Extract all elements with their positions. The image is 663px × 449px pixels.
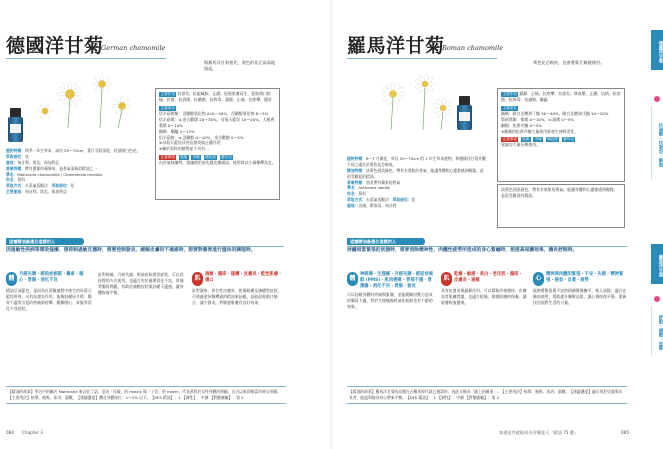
- page-number: 084: [6, 430, 14, 435]
- component-line: 倍半萜醇：α-沒藥醇 0～10%，金合歡醇 0～5%: [159, 134, 244, 140]
- meta-key: 學名：: [347, 185, 359, 191]
- caution-chip: 妊娠: [522, 137, 530, 142]
- meta-key: 植物特徵：: [347, 156, 366, 161]
- component-note: 淡黃色到淡綠色，帶有水果般的香氣，能讓身體和心靈都感到輕鬆，是很受歡迎的精油。: [501, 187, 618, 198]
- section-rule: [347, 246, 627, 247]
- meta-value: 甜美帶有蘋果的香氣: [365, 179, 401, 185]
- page-title-roman-chamomile: 羅馬洋甘菊: [347, 35, 445, 57]
- component-line: ※屬於菊科的植物並不具有…: [159, 146, 209, 152]
- caution-chip: 哺乳期: [547, 137, 558, 142]
- cautions-tag: 注意事項: [502, 137, 517, 142]
- meta-key: 科名：: [347, 191, 359, 197]
- meta-key: 香氣特徵：: [6, 165, 25, 171]
- cautions-text: 由於氣味獨特，建議使用前先做皮膚測試，使用時以少量稀釋為宜。: [159, 160, 276, 166]
- info-box-extra: [497, 184, 625, 228]
- essential-oil-bottle: [457, 96, 472, 130]
- section-summary: 持續相當緊張的狀態時，想要消除精神性、肉體性疲勞所造成的身心緊繃時，想提高保護效果、擁有舒眠時。: [347, 248, 578, 253]
- cautions-text: 建議勿大量長期使用。: [501, 142, 540, 148]
- german-chamomile-flower-image: [30, 66, 150, 128]
- plant-meta: [347, 156, 487, 209]
- meta-value: 花: [24, 153, 29, 159]
- effect-text: 精油呈深藍色，是因為在蒸餾過程中產生的母菊天藍烴所致，具有抗發炎作用，能夠舒緩因月經、腸胃不適等引起的疼痛與痙攣，緩解噁心、胃脹等消化不良症狀。: [6, 288, 92, 312]
- meta-value: 淡黃色到淡綠色，帶有水果般的香氣，能讓身體和心靈都感到輕鬆，是很受歡迎的精油。: [347, 167, 484, 179]
- meta-value: Matricaria chamomilla / Chamomilla recutita: [17, 171, 102, 177]
- meta-key: 萃取方式：: [6, 183, 25, 189]
- meta-value: 菊科: [17, 177, 25, 183]
- caution-chip: 嬰幼兒: [221, 154, 232, 159]
- effect-title: 乾燥・敏感・美白・老化肌・濕疹・皮膚炎・過敏: [454, 272, 523, 284]
- mind-badge: 心: [533, 272, 544, 286]
- meta-key: 萃取方式：: [347, 197, 366, 203]
- caution-chip: 過敏: [180, 154, 188, 159]
- flower-dot-icon: [654, 96, 660, 102]
- meta-key: 植物特徵：: [6, 148, 25, 153]
- effect-block: [347, 272, 435, 310]
- body-badge: 體: [6, 272, 17, 286]
- page-title-german-chamomile: 德國洋甘菊: [6, 35, 104, 57]
- caution-chip: 孕婦: [192, 154, 200, 159]
- section-heading: 這種精油最適合這樣的人: [347, 238, 425, 245]
- body-badge: 體: [347, 272, 358, 286]
- meta-value: 帶有濃郁的蘋果味，是香氣清新的精油之一: [24, 165, 98, 171]
- meta-value: Anthemis nobilis: [358, 185, 390, 191]
- component-line: 單萜烯類：樟烯 0～10%，α-蒎烯 0～5%: [501, 117, 574, 122]
- page-subtitle-german-chamomile: German chamomile: [101, 44, 166, 52]
- info-box: [497, 88, 625, 182]
- effects-tag: 主要作用: [160, 92, 175, 96]
- meta-key: 萃取部位：: [6, 153, 25, 159]
- info-box: [155, 88, 280, 200]
- meta-value: 法國、摩洛哥、匈牙利: [358, 203, 397, 208]
- chapter-label: Chapter 3: [22, 430, 43, 435]
- essential-oil-bottle: [8, 108, 23, 142]
- meta-key: 精油特徵：: [347, 167, 366, 173]
- left-page: [0, 0, 330, 449]
- effect-block: [192, 272, 284, 306]
- flower-dot-icon: [654, 296, 660, 302]
- effect-text: 針對經痛、月經失調、經前症候群等症狀，可以用按摩的方式使用。也適合用於處理消化不良、胃痛等腸胃問題，有助於減輕症狀與舒緩不適感，讓身體恢復平衡。: [98, 272, 184, 296]
- plant-meta: [6, 148, 146, 195]
- meta-value: 匈牙利、埃及、保加利亞: [17, 159, 60, 165]
- caution-chip: 嬰幼兒: [563, 137, 574, 142]
- effect-block: [6, 272, 92, 312]
- component-line: 酮類：松香芹酮 0～5%: [501, 122, 543, 128]
- effect-block: [533, 272, 627, 306]
- meta-key: 學名：: [6, 171, 18, 177]
- effects-text: 鎮靜、止痛、抗痙攣、抗發炎、降血壓、止癢、抗病、抗真菌、抗病毒、抗過敏、驅蟲: [501, 91, 621, 103]
- component-line: ※母菊天藍烴具有抗發炎與止癢作用: [159, 140, 221, 146]
- side-tab-relax[interactable]: 舒眠・減壓・放鬆: [651, 306, 663, 356]
- meta-key: 香氣特徵：: [347, 179, 366, 185]
- meta-key: 萃取部位：: [51, 183, 71, 189]
- cautions-tag: 注意事項: [160, 154, 175, 159]
- title-rule: [6, 58, 166, 59]
- side-tab-roman-chamomile[interactable]: 羅馬洋甘菊: [651, 244, 663, 284]
- meta-value: 花: [411, 197, 416, 203]
- section-summary: 因過敏性疾病等導致搔癢、想抑制過敏反應時，想要控制發炎、緩解皮膚的不適感時，想要對腸胃進行溫和的調理時。: [6, 248, 256, 253]
- side-tab-german-chamomile[interactable]: 德國洋甘菊: [651, 30, 663, 70]
- component-line: 倍半萜烯類：沒藥醇氧化物 A10～40%，沒藥醇氧化物 B～5%: [159, 111, 269, 117]
- meta-value: 匈牙利、埃及、保加利亞: [24, 189, 67, 195]
- component-line: 倍半萜烯：α-金合歡烯 20～30%，母菊天藍烴 10～20%，大根香葉烯 0～10%: [159, 117, 275, 128]
- effect-title: 過敏・濕疹・搔癢・皮膚炎・乾性肌膚・傷口: [205, 272, 283, 284]
- effects-text: 抗發炎、抗組織胺、止癢、促進肌膚再生、促進傷口結痂、抗菌、抗真菌、抗黴菌、抗病毒、鎮靜、止痛、抗痙攣、健胃: [159, 91, 272, 103]
- meta-value: 花: [70, 183, 75, 189]
- meta-key: 產地：: [347, 203, 359, 208]
- effect-title: 精神與肉體的緊張・不安・失眠・精神緊張・倦怠・自責・疲勞: [546, 272, 624, 284]
- meta-value: 6～7 月開花，草長 50～70cm 的 1 年生草本植物，和德國洋甘菊外觀不同之處在於黃色花芯較低。: [347, 156, 486, 167]
- effect-text: 針對濕疹、異位性皮膚炎、乾燥肌膚及搔癢等症狀，可透過塗抹稀釋過的精油來舒緩，並能促進傷口癒合、減少發炎，對敏感肌膚有良好效果。: [192, 288, 282, 306]
- component-line: 酯類：順醯 2～15%: [159, 128, 195, 134]
- side-index-tabs: [651, 0, 663, 449]
- title-rule: [347, 58, 497, 59]
- section-rule: [6, 246, 284, 247]
- meta-key: 萃取部位：: [392, 197, 412, 203]
- effect-block: [98, 272, 184, 296]
- chapter-label: 知道這些就能成為芳療達人「精油 75 選」: [499, 430, 579, 435]
- caution-chip: 孕婦: [534, 137, 542, 142]
- effect-text: 具有抗發炎與鎮靜作用，可以幫助改善濕疹、皮膚炎等肌膚問題，也適合乾燥、敏感肌膚的保養，讓肌膚恢復健康。: [441, 288, 527, 306]
- skin-badge: 肌: [441, 272, 452, 286]
- meta-value: 水蒸氣蒸餾法: [365, 197, 389, 203]
- flower-caption: 與羅馬洋甘菊相比，黃色的花芯高高地隆起。: [204, 60, 276, 71]
- flower-caption: 黃色花芯較低，也會將葉片無縫使用。: [533, 60, 605, 65]
- components-tag: 主要成分: [502, 105, 517, 110]
- essential-oil-story-note: 【精油的故事】學名中的屬名 Matricaria 來自拉丁語，意為「母親」的 matrix 與「子宮」的 mater，代表著對於女性身體的照顧，自古以來即被當作婦女用藥。【主要用法】按摩、嗅吸、沐浴、濕敷。【建議濃度】體及身體部位：1～2% 以下。【DFS 精油】：1 【調性】：中調 【對應脈輪】：第 2: [6, 386, 286, 404]
- page-subtitle-roman-chamomile: Roman chamomile: [442, 44, 504, 52]
- component-line: ※酯類的松香芹酮大量使用會產生神經毒性。: [501, 128, 579, 134]
- page-number: 085: [621, 430, 629, 435]
- meta-value: 菊科: [358, 191, 366, 197]
- effects-tag: 主要作用: [502, 92, 517, 96]
- caution-chip: 哺乳期: [205, 154, 216, 159]
- skin-badge: 肌: [192, 272, 203, 286]
- effect-text: 能夠將緊張與不安的情緒慢慢撫平，使人放鬆，適合在睡前使用，幫助提升睡眠品質，讓心情恢復平靜，重新找回面對生活的力量。: [533, 288, 627, 306]
- effect-title: 神經痛・生理痛・月經失調・經前症候群 (PMS)・肌肉痠痛・胃部不適・胃潰瘍・消化不良・胃脹・發炎: [360, 272, 434, 290]
- effect-title: 月經失調・經前症候群・暈車・噁心・胃脹・消化不良: [19, 272, 84, 284]
- meta-key: 科名：: [6, 177, 18, 183]
- meta-key: 產地：: [6, 159, 18, 165]
- effect-block: [441, 272, 527, 306]
- right-page: [333, 0, 663, 449]
- component-line: 酯類：歐白芷酸異丁酯 30～40%，歐白芷酸異戊酯 10～20%: [501, 111, 609, 117]
- effect-text: 可以舒緩身體的疼痛與緊繃，並能緩解因壓力造成的腸胃不適，對於生理痛與經前症候群也有不錯的效果。: [347, 292, 433, 310]
- side-tab-antiallergy[interactable]: 抗過敏・抗發炎・解脫: [651, 106, 663, 180]
- meta-key: 主要產地：: [6, 189, 25, 195]
- components-tag: 主要成分: [160, 105, 175, 110]
- section-heading: 這種精油最適合這樣的人: [6, 238, 84, 245]
- meta-value: 秋季一年生草本，高約 50～70cm，葉片羽狀深裂，枝頂開白色花。: [24, 148, 141, 153]
- essential-oil-story-note: 【精油的故事】羅馬洋甘菊的品種在古羅馬時代就已被栽培，因此又稱為「地上的蘋果」。【主要用法】按摩、嗅吸、沐浴、濕敷。【建議濃度】適合用於兒童與年長者，能溫和地為身心帶來平衡。【DFS 精油】：1 【調性】：中調 【對應脈輪】：第 4: [347, 386, 627, 404]
- meta-value: 水蒸氣蒸餾法: [24, 183, 48, 189]
